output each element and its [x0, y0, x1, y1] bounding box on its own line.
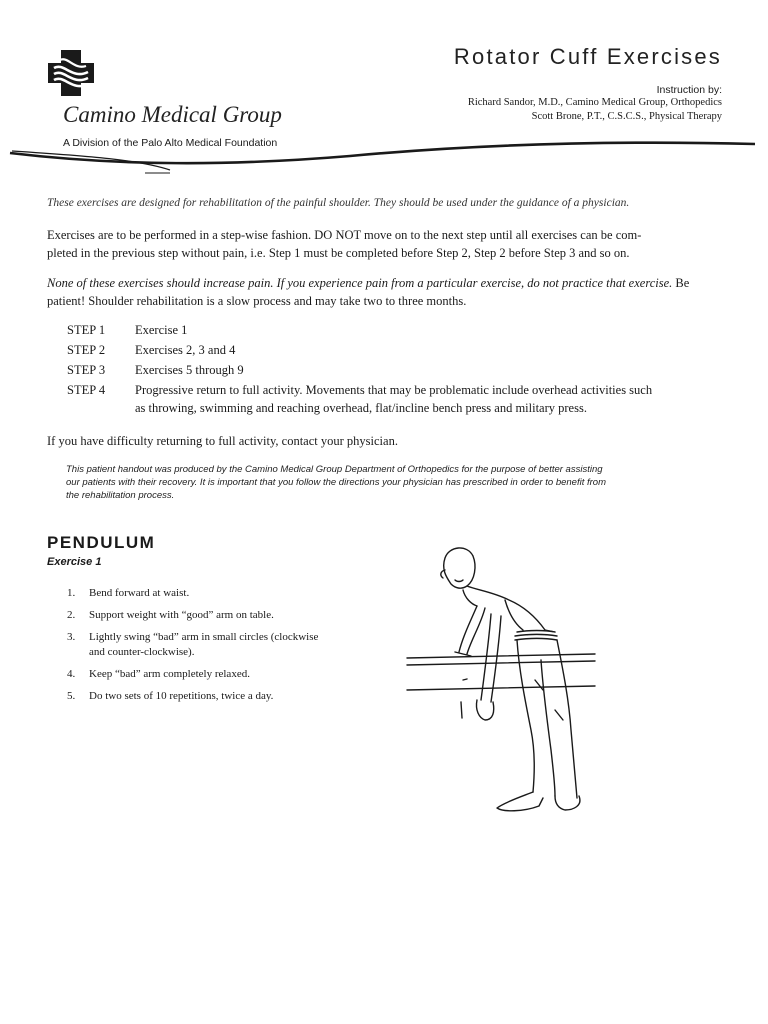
step-row: [67, 361, 727, 379]
instruction-label: Instruction by:: [656, 84, 722, 96]
paragraph-line: patient! Shoulder rehabilitation is a slow process and may take two to three months.: [47, 294, 467, 308]
caution-paragraph: [47, 274, 727, 310]
instructor-line: Richard Sandor, M.D., Camino Medical Group, Orthopedics: [467, 97, 722, 108]
item-text: [89, 630, 318, 660]
paragraph-text: Be: [672, 276, 690, 290]
exercise-steps: [67, 586, 367, 711]
notice-line: our patients with their recovery. It is important that you follow the directions your physician has prescribed in order to benefit from: [66, 477, 606, 488]
step-label: STEP 3: [67, 363, 106, 377]
paragraph-line: pleted in the previous step without pain, i.e. Step 1 must be completed before Step 2, Step 2 before Step 3 and so on.: [47, 246, 630, 260]
intro-text: These exercises are designed for rehabilitation of the painful shoulder. They should be used under the guidance of a physician.: [47, 197, 630, 209]
item-text: Do two sets of 10 repetitions, twice a day.: [89, 690, 274, 702]
step-text: Exercises 2, 3 and 4: [135, 343, 236, 357]
step-row: [67, 341, 727, 359]
list-item: [67, 586, 367, 601]
step-label: STEP 1: [67, 323, 106, 337]
item-number: 5.: [67, 690, 76, 702]
step-row: [67, 321, 727, 339]
step-text-line: Progressive return to full activity. Movements that may be problematic include overhead activities such: [135, 383, 653, 397]
handout-notice: [66, 463, 706, 502]
org-name: Camino Medical Group: [63, 102, 282, 127]
steps-list: [67, 321, 727, 419]
item-text: Support weight with “good” arm on table.: [89, 609, 274, 621]
instructor-line: Scott Brone, P.T., C.S.C.S., Physical Therapy: [531, 111, 722, 122]
item-number: 1.: [67, 587, 76, 599]
item-text: Keep “bad” arm completely relaxed.: [89, 668, 250, 680]
item-number: 2.: [67, 609, 76, 621]
list-item: [67, 630, 367, 660]
item-number: 3.: [67, 631, 76, 643]
item-number: 4.: [67, 668, 76, 680]
pendulum-illustration: [405, 540, 605, 820]
exercise-subtitle: Exercise 1: [47, 556, 102, 568]
instructions-paragraph: [47, 226, 727, 262]
step-text: Exercise 1: [135, 323, 188, 337]
list-item: [67, 667, 367, 682]
paragraph-line: Exercises are to be performed in a step-wise fashion. DO NOT move on to the next step until all exercises can be com-: [47, 228, 642, 242]
caution-text: None of these exercises should increase pain. If you experience pain from a particular exercise, do not practice that exercise.: [47, 276, 673, 290]
list-item: [67, 608, 367, 623]
header-divider: [0, 130, 768, 180]
item-text-line: and counter-clockwise).: [89, 646, 195, 658]
difficulty-text: If you have difficulty returning to full activity, contact your physician.: [47, 434, 398, 448]
exercise-title: PENDULUM: [47, 533, 156, 552]
document-title: Rotator Cuff Exercises: [453, 44, 722, 69]
notice-line: This patient handout was produced by the Camino Medical Group Department of Orthopedics for the purpose of better assisting: [66, 464, 603, 475]
item-text: Bend forward at waist.: [89, 587, 190, 599]
item-text-line: Lightly swing “bad” arm in small circles (clockwise: [89, 631, 319, 643]
step-label: STEP 2: [67, 343, 106, 357]
camino-logo-icon: [48, 50, 94, 96]
step-text: Exercises 5 through 9: [135, 363, 244, 377]
step-label: STEP 4: [67, 383, 106, 397]
notice-line: the rehabilitation process.: [66, 490, 175, 501]
step-text-line: as throwing, swimming and reaching overhead, flat/incline bench press and military press.: [135, 401, 587, 415]
step-text: [135, 381, 727, 417]
step-row: [67, 381, 727, 417]
org-subtitle: A Division of the Palo Alto Medical Foundation: [63, 137, 278, 149]
list-item: [67, 689, 367, 704]
